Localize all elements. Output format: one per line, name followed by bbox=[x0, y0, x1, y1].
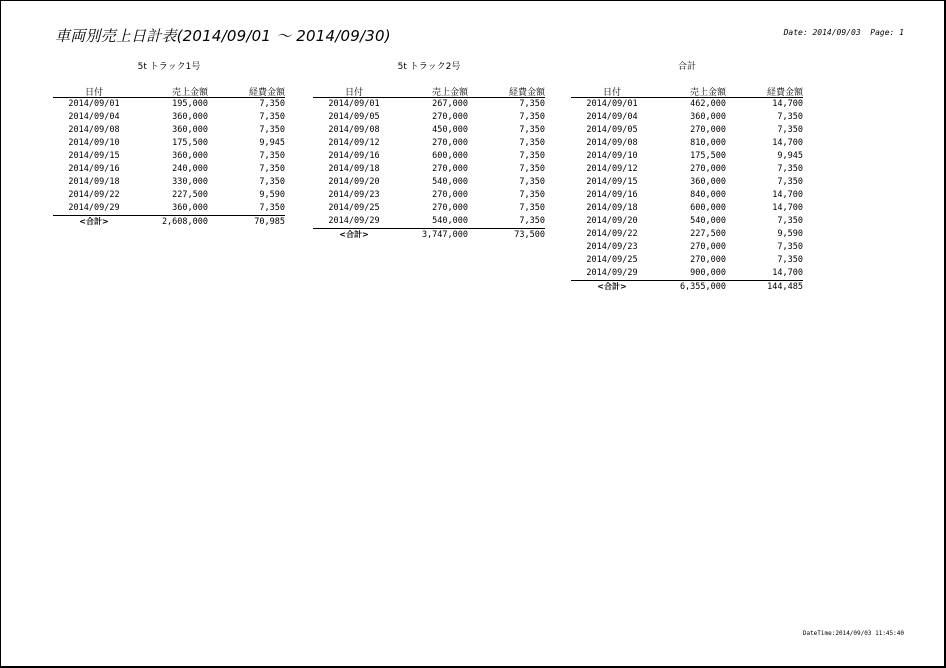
cell-expense: 7,350 bbox=[519, 190, 545, 200]
cell-expense: 7,350 bbox=[519, 151, 545, 161]
cell-expense: 7,350 bbox=[259, 203, 285, 213]
cell-sales: 540,000 bbox=[432, 177, 468, 187]
table-row bbox=[313, 202, 545, 215]
cell-expense: 9,590 bbox=[777, 229, 803, 239]
total-expense: 144,485 bbox=[767, 282, 803, 292]
cell-expense: 14,700 bbox=[772, 268, 803, 278]
page-info: Date: 2014/09/03 Page: 1 bbox=[783, 28, 904, 37]
cell-expense: 7,350 bbox=[777, 125, 803, 135]
table-row bbox=[53, 189, 285, 202]
table-row bbox=[53, 124, 285, 137]
table-row bbox=[571, 137, 803, 150]
table-row bbox=[571, 241, 803, 254]
cell-date: 2014/09/22 bbox=[68, 190, 120, 200]
cell-sales: 270,000 bbox=[432, 190, 468, 200]
cell-sales: 175,500 bbox=[690, 151, 726, 161]
cell-sales: 270,000 bbox=[432, 203, 468, 213]
cell-expense: 7,350 bbox=[259, 177, 285, 187]
cell-date: 2014/09/29 bbox=[68, 203, 120, 213]
cell-sales: 227,500 bbox=[690, 229, 726, 239]
cell-expense: 7,350 bbox=[519, 203, 545, 213]
table-row bbox=[571, 228, 803, 241]
cell-date: 2014/09/29 bbox=[328, 216, 380, 226]
cell-sales: 600,000 bbox=[690, 203, 726, 213]
cell-sales: 360,000 bbox=[172, 151, 208, 161]
header-sales: 売上金額 bbox=[689, 88, 726, 98]
table-row bbox=[571, 150, 803, 163]
column-headers bbox=[53, 85, 285, 98]
cell-expense: 7,350 bbox=[519, 125, 545, 135]
cell-sales: 540,000 bbox=[432, 216, 468, 226]
header-expense: 経費金額 bbox=[248, 88, 285, 98]
header-sales: 売上金額 bbox=[171, 88, 208, 98]
cell-sales: 195,000 bbox=[172, 99, 208, 109]
total-label: <合計> bbox=[339, 230, 369, 239]
cell-expense: 7,350 bbox=[777, 112, 803, 122]
cell-date: 2014/09/16 bbox=[68, 164, 120, 174]
cell-sales: 227,500 bbox=[172, 190, 208, 200]
table-row bbox=[53, 176, 285, 189]
section-title: 5t トラック2号 bbox=[397, 62, 461, 72]
cell-date: 2014/09/04 bbox=[586, 112, 638, 122]
cell-date: 2014/09/05 bbox=[328, 112, 380, 122]
cell-sales: 175,500 bbox=[172, 138, 208, 148]
table-row bbox=[53, 202, 285, 215]
cell-expense: 7,350 bbox=[519, 216, 545, 226]
cell-date: 2014/09/18 bbox=[328, 164, 380, 174]
cell-date: 2014/09/01 bbox=[328, 99, 380, 109]
total-label: <合計> bbox=[79, 217, 109, 226]
cell-expense: 7,350 bbox=[519, 177, 545, 187]
header-date: 日付 bbox=[602, 88, 621, 98]
cell-expense: 7,350 bbox=[777, 164, 803, 174]
cell-date: 2014/09/22 bbox=[586, 229, 638, 239]
cell-date: 2014/09/15 bbox=[68, 151, 120, 161]
table-row bbox=[53, 163, 285, 176]
cell-date: 2014/09/01 bbox=[68, 99, 120, 109]
table-row bbox=[313, 124, 545, 137]
table-row bbox=[571, 254, 803, 267]
cell-date: 2014/09/16 bbox=[586, 190, 638, 200]
cell-expense: 14,700 bbox=[772, 190, 803, 200]
cell-sales: 600,000 bbox=[432, 151, 468, 161]
table-row bbox=[571, 202, 803, 215]
header-expense: 経費金額 bbox=[766, 88, 803, 98]
total-row bbox=[571, 280, 803, 293]
cell-expense: 9,945 bbox=[259, 138, 285, 148]
cell-sales: 270,000 bbox=[690, 125, 726, 135]
total-expense: 70,985 bbox=[254, 217, 285, 227]
table-row bbox=[53, 111, 285, 124]
cell-sales: 330,000 bbox=[172, 177, 208, 187]
cell-expense: 7,350 bbox=[777, 242, 803, 252]
header-sales: 売上金額 bbox=[431, 88, 468, 98]
table-row bbox=[313, 163, 545, 176]
cell-expense: 7,350 bbox=[777, 255, 803, 265]
cell-expense: 7,350 bbox=[259, 164, 285, 174]
cell-expense: 7,350 bbox=[519, 112, 545, 122]
cell-date: 2014/09/15 bbox=[586, 177, 638, 187]
table-row bbox=[313, 137, 545, 150]
total-row bbox=[53, 215, 285, 228]
cell-sales: 360,000 bbox=[690, 112, 726, 122]
cell-expense: 7,350 bbox=[777, 177, 803, 187]
cell-sales: 360,000 bbox=[690, 177, 726, 187]
cell-expense: 9,945 bbox=[777, 151, 803, 161]
table-row bbox=[313, 215, 545, 228]
cell-sales: 270,000 bbox=[690, 242, 726, 252]
cell-date: 2014/09/20 bbox=[586, 216, 638, 226]
cell-date: 2014/09/01 bbox=[586, 99, 638, 109]
header-date: 日付 bbox=[84, 88, 103, 98]
cell-expense: 7,350 bbox=[519, 99, 545, 109]
table-row bbox=[571, 215, 803, 228]
cell-date: 2014/09/25 bbox=[328, 203, 380, 213]
table-row bbox=[313, 111, 545, 124]
total-expense: 73,500 bbox=[514, 230, 545, 240]
cell-sales: 360,000 bbox=[172, 125, 208, 135]
cell-sales: 360,000 bbox=[172, 203, 208, 213]
cell-sales: 267,000 bbox=[432, 99, 468, 109]
cell-sales: 240,000 bbox=[172, 164, 208, 174]
cell-date: 2014/09/16 bbox=[328, 151, 380, 161]
cell-sales: 900,000 bbox=[690, 268, 726, 278]
cell-sales: 540,000 bbox=[690, 216, 726, 226]
table-row bbox=[313, 150, 545, 163]
cell-sales: 270,000 bbox=[432, 164, 468, 174]
cell-sales: 450,000 bbox=[432, 125, 468, 135]
cell-date: 2014/09/08 bbox=[68, 125, 120, 135]
table-row bbox=[313, 189, 545, 202]
cell-sales: 270,000 bbox=[690, 164, 726, 174]
cell-expense: 7,350 bbox=[777, 216, 803, 226]
cell-sales: 462,000 bbox=[690, 99, 726, 109]
cell-expense: 9,590 bbox=[259, 190, 285, 200]
table-row bbox=[571, 176, 803, 189]
table-row bbox=[313, 176, 545, 189]
header-date: 日付 bbox=[344, 88, 363, 98]
cell-date: 2014/09/10 bbox=[68, 138, 120, 148]
column-headers bbox=[313, 85, 545, 98]
cell-expense: 7,350 bbox=[259, 125, 285, 135]
report-title: 車両別売上日計表(2014/09/01 ～ 2014/09/30) bbox=[55, 27, 391, 45]
total-sales: 3,747,000 bbox=[421, 230, 468, 240]
cell-date: 2014/09/20 bbox=[328, 177, 380, 187]
cell-sales: 270,000 bbox=[432, 112, 468, 122]
cell-date: 2014/09/18 bbox=[68, 177, 120, 187]
column-headers bbox=[571, 85, 803, 98]
cell-date: 2014/09/05 bbox=[586, 125, 638, 135]
total-sales: 2,608,000 bbox=[161, 217, 208, 227]
cell-expense: 14,700 bbox=[772, 99, 803, 109]
cell-date: 2014/09/18 bbox=[586, 203, 638, 213]
cell-expense: 7,350 bbox=[519, 138, 545, 148]
total-label: <合計> bbox=[597, 282, 627, 291]
section-title: 5t トラック1号 bbox=[137, 62, 201, 72]
cell-date: 2014/09/23 bbox=[328, 190, 380, 200]
cell-date: 2014/09/12 bbox=[328, 138, 380, 148]
cell-sales: 810,000 bbox=[690, 138, 726, 148]
cell-date: 2014/09/12 bbox=[586, 164, 638, 174]
cell-expense: 14,700 bbox=[772, 203, 803, 213]
table-row bbox=[571, 124, 803, 137]
cell-expense: 7,350 bbox=[259, 151, 285, 161]
cell-date: 2014/09/08 bbox=[328, 125, 380, 135]
cell-expense: 7,350 bbox=[259, 99, 285, 109]
table-row bbox=[313, 98, 545, 111]
total-row bbox=[313, 228, 545, 241]
cell-date: 2014/09/04 bbox=[68, 112, 120, 122]
table-row bbox=[571, 98, 803, 111]
table-row bbox=[571, 189, 803, 202]
table-row bbox=[571, 111, 803, 124]
table-row bbox=[53, 150, 285, 163]
cell-sales: 270,000 bbox=[432, 138, 468, 148]
table-row bbox=[571, 267, 803, 280]
cell-expense: 14,700 bbox=[772, 138, 803, 148]
cell-sales: 270,000 bbox=[690, 255, 726, 265]
table-body bbox=[53, 98, 285, 228]
cell-date: 2014/09/08 bbox=[586, 138, 638, 148]
header-expense: 経費金額 bbox=[508, 88, 545, 98]
table-row bbox=[53, 98, 285, 111]
cell-date: 2014/09/10 bbox=[586, 151, 638, 161]
cell-date: 2014/09/29 bbox=[586, 268, 638, 278]
table-body bbox=[313, 98, 545, 241]
section-title: 合計 bbox=[677, 62, 696, 72]
total-sales: 6,355,000 bbox=[679, 282, 726, 292]
footer-datetime: DateTime:2014/09/03 11:45:40 bbox=[802, 630, 904, 637]
cell-expense: 7,350 bbox=[519, 164, 545, 174]
table-row bbox=[53, 137, 285, 150]
table-body bbox=[571, 98, 803, 293]
table-row bbox=[571, 163, 803, 176]
cell-sales: 840,000 bbox=[690, 190, 726, 200]
cell-date: 2014/09/23 bbox=[586, 242, 638, 252]
cell-sales: 360,000 bbox=[172, 112, 208, 122]
cell-date: 2014/09/25 bbox=[586, 255, 638, 265]
cell-expense: 7,350 bbox=[259, 112, 285, 122]
